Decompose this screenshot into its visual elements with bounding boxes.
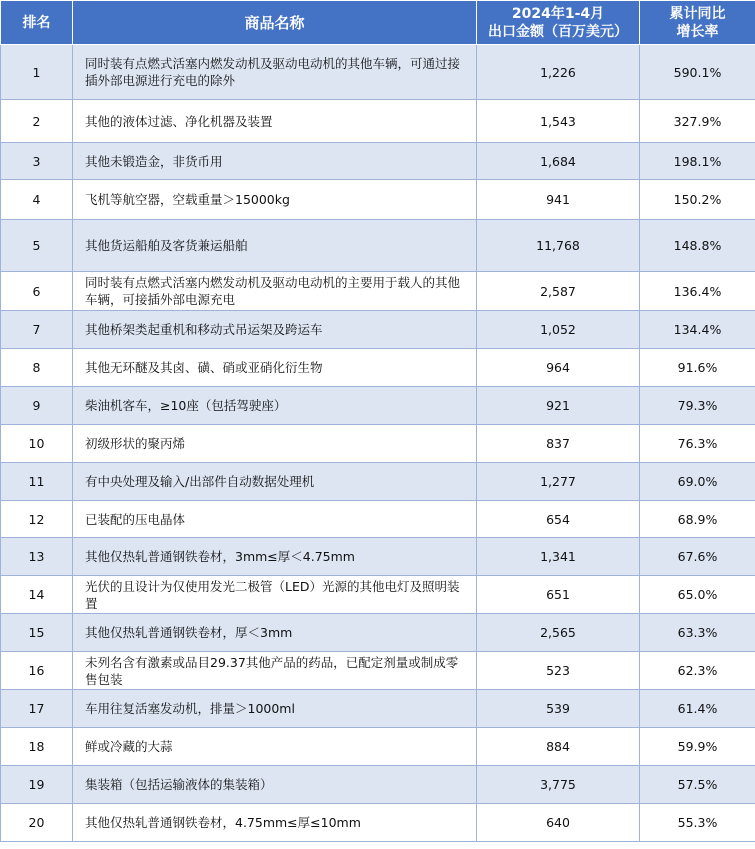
product-name-cell: 集装箱（包括运输液体的集装箱） xyxy=(73,766,477,804)
export-value-cell: 921 xyxy=(477,387,640,425)
table-row xyxy=(1,100,755,143)
product-name-cell: 其他无环醚及其卤、磺、硝或亚硝化衍生物 xyxy=(73,349,477,387)
growth-rate-cell: 327.9% xyxy=(640,100,755,143)
product-name-cell: 有中央处理及输入/出部件自动数据处理机 xyxy=(73,463,477,501)
rank-cell: 17 xyxy=(1,690,73,728)
export-value-cell: 523 xyxy=(477,652,640,690)
export-value-cell: 2,565 xyxy=(477,614,640,652)
rank-cell: 5 xyxy=(1,220,73,272)
header-name: 商品名称 xyxy=(73,1,477,45)
growth-rate-cell: 55.3% xyxy=(640,804,755,842)
rank-cell: 4 xyxy=(1,180,73,220)
header-growth-line2: 增长率 xyxy=(676,23,719,40)
table-row xyxy=(1,311,755,349)
product-name-cell: 同时装有点燃式活塞内燃发动机及驱动电动机的其他车辆，可通过接插外部电源进行充电的除外 xyxy=(73,45,477,100)
table-row xyxy=(1,180,755,220)
product-name-cell: 其他仅热轧普通钢铁卷材，3mm≤厚＜4.75mm xyxy=(73,538,477,576)
rank-cell: 11 xyxy=(1,463,73,501)
product-name-cell: 其他仅热轧普通钢铁卷材，厚＜3mm xyxy=(73,614,477,652)
table-row xyxy=(1,652,755,690)
product-name-cell: 其他仅热轧普通钢铁卷材，4.75mm≤厚≤10mm xyxy=(73,804,477,842)
product-name-cell: 车用往复活塞发动机，排量＞1000ml xyxy=(73,690,477,728)
export-value-cell: 1,684 xyxy=(477,143,640,180)
header-value-line2: 出口金额（百万美元） xyxy=(488,23,628,40)
export-value-cell: 837 xyxy=(477,425,640,463)
growth-rate-cell: 63.3% xyxy=(640,614,755,652)
table-row xyxy=(1,614,755,652)
growth-rate-cell: 62.3% xyxy=(640,652,755,690)
growth-rate-cell: 69.0% xyxy=(640,463,755,501)
export-value-cell: 884 xyxy=(477,728,640,766)
table-row xyxy=(1,45,755,100)
table-row xyxy=(1,538,755,576)
growth-rate-cell: 148.8% xyxy=(640,220,755,272)
table-header-row xyxy=(1,1,755,45)
product-name-cell: 其他的液体过滤、净化机器及装置 xyxy=(73,100,477,143)
export-value-cell: 1,277 xyxy=(477,463,640,501)
product-name-cell: 飞机等航空器，空载重量＞15000kg xyxy=(73,180,477,220)
rank-cell: 12 xyxy=(1,501,73,538)
table-row xyxy=(1,804,755,842)
export-value-cell: 1,543 xyxy=(477,100,640,143)
growth-rate-cell: 198.1% xyxy=(640,143,755,180)
export-value-cell: 2,587 xyxy=(477,272,640,311)
header-value xyxy=(477,1,640,45)
growth-rate-cell: 134.4% xyxy=(640,311,755,349)
export-value-cell: 11,768 xyxy=(477,220,640,272)
product-name-cell: 光伏的且设计为仅使用发光二极管（LED）光源的其他电灯及照明装置 xyxy=(73,576,477,614)
product-name-cell: 其他货运船舶及客货兼运船舶 xyxy=(73,220,477,272)
growth-rate-cell: 65.0% xyxy=(640,576,755,614)
header-growth-line1: 累计同比 xyxy=(669,5,726,22)
product-name-cell: 已装配的压电晶体 xyxy=(73,501,477,538)
growth-rate-cell: 136.4% xyxy=(640,272,755,311)
growth-rate-cell: 67.6% xyxy=(640,538,755,576)
table-row xyxy=(1,766,755,804)
export-value-cell: 651 xyxy=(477,576,640,614)
rank-cell: 8 xyxy=(1,349,73,387)
export-value-cell: 1,226 xyxy=(477,45,640,100)
growth-rate-cell: 590.1% xyxy=(640,45,755,100)
table-row xyxy=(1,220,755,272)
export-value-cell: 1,341 xyxy=(477,538,640,576)
export-value-cell: 3,775 xyxy=(477,766,640,804)
table-body xyxy=(1,45,755,842)
rank-cell: 9 xyxy=(1,387,73,425)
rank-cell: 18 xyxy=(1,728,73,766)
export-value-cell: 654 xyxy=(477,501,640,538)
export-value-cell: 941 xyxy=(477,180,640,220)
table-row xyxy=(1,349,755,387)
product-name-cell: 同时装有点燃式活塞内燃发动机及驱动电动机的主要用于载人的其他车辆，可接插外部电源充电 xyxy=(73,272,477,311)
header-growth xyxy=(640,1,755,45)
rank-cell: 7 xyxy=(1,311,73,349)
header-value-line1: 2024年1-4月 xyxy=(511,5,605,22)
table-row xyxy=(1,690,755,728)
rank-cell: 3 xyxy=(1,143,73,180)
product-name-cell: 其他桥架类起重机和移动式吊运架及跨运车 xyxy=(73,311,477,349)
table-row xyxy=(1,272,755,311)
growth-rate-cell: 61.4% xyxy=(640,690,755,728)
growth-rate-cell: 59.9% xyxy=(640,728,755,766)
rank-cell: 19 xyxy=(1,766,73,804)
rank-cell: 10 xyxy=(1,425,73,463)
rank-cell: 20 xyxy=(1,804,73,842)
growth-rate-cell: 150.2% xyxy=(640,180,755,220)
rank-cell: 1 xyxy=(1,45,73,100)
product-name-cell: 未列名含有激素或品目29.37其他产品的药品，已配定剂量或制成零售包装 xyxy=(73,652,477,690)
rank-cell: 15 xyxy=(1,614,73,652)
growth-rate-cell: 68.9% xyxy=(640,501,755,538)
header-rank: 排名 xyxy=(1,1,73,45)
table-row xyxy=(1,463,755,501)
growth-rate-cell: 57.5% xyxy=(640,766,755,804)
growth-rate-cell: 79.3% xyxy=(640,387,755,425)
table-row xyxy=(1,576,755,614)
table-row xyxy=(1,425,755,463)
product-name-cell: 鲜或冷藏的大蒜 xyxy=(73,728,477,766)
rank-cell: 6 xyxy=(1,272,73,311)
product-name-cell: 初级形状的聚丙烯 xyxy=(73,425,477,463)
product-name-cell: 柴油机客车，≥10座（包括驾驶座） xyxy=(73,387,477,425)
export-value-cell: 1,052 xyxy=(477,311,640,349)
growth-rate-cell: 91.6% xyxy=(640,349,755,387)
rank-cell: 14 xyxy=(1,576,73,614)
growth-rate-cell: 76.3% xyxy=(640,425,755,463)
table-row xyxy=(1,387,755,425)
export-value-cell: 964 xyxy=(477,349,640,387)
product-name-cell: 其他未锻造金，非货币用 xyxy=(73,143,477,180)
table-row xyxy=(1,143,755,180)
rank-cell: 16 xyxy=(1,652,73,690)
table-row xyxy=(1,728,755,766)
export-value-cell: 640 xyxy=(477,804,640,842)
rank-cell: 13 xyxy=(1,538,73,576)
table-row xyxy=(1,501,755,538)
rank-cell: 2 xyxy=(1,100,73,143)
export-value-cell: 539 xyxy=(477,690,640,728)
